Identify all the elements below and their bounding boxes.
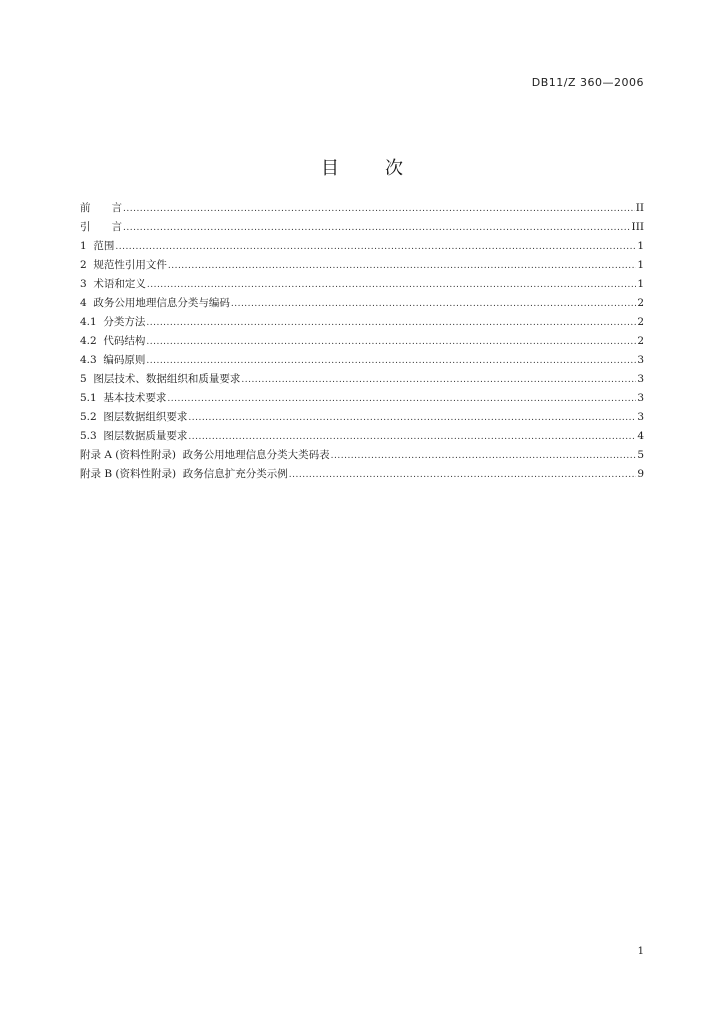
toc-entry-label: 附录 A (资料性附录) 政务公用地理信息分类大类码表 (80, 449, 330, 461)
toc-entry-label: 引 言 (80, 221, 122, 233)
toc-entry-appendix-b[interactable] (80, 465, 644, 484)
toc-leader-dots (167, 390, 636, 409)
document-code: DB11/Z 360—2006 (531, 76, 644, 89)
toc-leader-dots (147, 276, 636, 295)
toc-leader-dots (123, 219, 631, 238)
toc-leader-dots (331, 447, 637, 466)
toc-leader-dots (289, 466, 637, 485)
toc-entry-label: 4.2 代码结构 (80, 335, 146, 347)
toc-entry-page: 3 (637, 354, 644, 366)
toc-leader-dots (146, 314, 636, 333)
toc-entry-label: 前 言 (80, 202, 122, 214)
toc-entry-section-5-1[interactable] (80, 389, 644, 408)
toc-entry-introduction[interactable] (80, 218, 644, 237)
toc-leader-dots (146, 352, 636, 371)
toc-entry-section-4-2[interactable] (80, 332, 644, 351)
toc-entry-page: 1 (637, 240, 644, 252)
toc-entry-page: 5 (637, 449, 644, 461)
toc-entry-label: 5.1 基本技术要求 (80, 392, 167, 404)
toc-entry-page: 1 (637, 259, 644, 271)
toc-entry-section-1[interactable] (80, 237, 644, 256)
toc-leader-dots (188, 409, 636, 428)
toc-entry-section-3[interactable] (80, 275, 644, 294)
toc-leader-dots (241, 371, 636, 390)
table-of-contents (80, 199, 644, 484)
title-char-left: 目 (321, 158, 339, 179)
toc-entry-section-4[interactable] (80, 294, 644, 313)
toc-leader-dots (168, 257, 636, 276)
toc-leader-dots (146, 333, 636, 352)
toc-entry-page: 2 (637, 297, 644, 309)
toc-entry-page: II (635, 202, 644, 214)
page-number: 1 (637, 946, 644, 957)
toc-entry-page: 2 (637, 316, 644, 328)
toc-entry-appendix-a[interactable] (80, 446, 644, 465)
toc-entry-section-4-1[interactable] (80, 313, 644, 332)
toc-entry-page: 3 (637, 392, 644, 404)
toc-entry-section-2[interactable] (80, 256, 644, 275)
toc-entry-label: 2 规范性引用文件 (80, 259, 167, 271)
toc-leader-dots (188, 428, 636, 447)
toc-leader-dots (115, 238, 636, 257)
toc-entry-label: 附录 B (资料性附录) 政务信息扩充分类示例 (80, 468, 288, 480)
toc-entry-label: 5.3 图层数据质量要求 (80, 430, 188, 442)
toc-entry-section-5-2[interactable] (80, 408, 644, 427)
toc-entry-page: 9 (637, 468, 644, 480)
toc-entry-section-5[interactable] (80, 370, 644, 389)
title-char-right: 次 (385, 158, 403, 179)
toc-entry-label: 5 图层技术、数据组织和质量要求 (80, 373, 241, 385)
toc-entry-label: 4.3 编码原则 (80, 354, 146, 366)
toc-entry-page: 3 (637, 411, 644, 423)
toc-entry-page: 4 (637, 430, 644, 442)
toc-leader-dots (123, 200, 635, 219)
toc-entry-page: 2 (637, 335, 644, 347)
toc-entry-page: 1 (637, 278, 644, 290)
toc-entry-label: 1 范围 (80, 240, 115, 252)
toc-entry-section-4-3[interactable] (80, 351, 644, 370)
toc-entry-label: 3 术语和定义 (80, 278, 146, 290)
toc-entry-label: 4 政务公用地理信息分类与编码 (80, 297, 230, 309)
toc-entry-label: 4.1 分类方法 (80, 316, 146, 328)
toc-entry-foreword[interactable] (80, 199, 644, 218)
page-title (0, 154, 724, 180)
toc-leader-dots (231, 295, 636, 314)
toc-entry-page: III (631, 221, 644, 233)
toc-entry-label: 5.2 图层数据组织要求 (80, 411, 188, 423)
toc-entry-section-5-3[interactable] (80, 427, 644, 446)
toc-entry-page: 3 (637, 373, 644, 385)
